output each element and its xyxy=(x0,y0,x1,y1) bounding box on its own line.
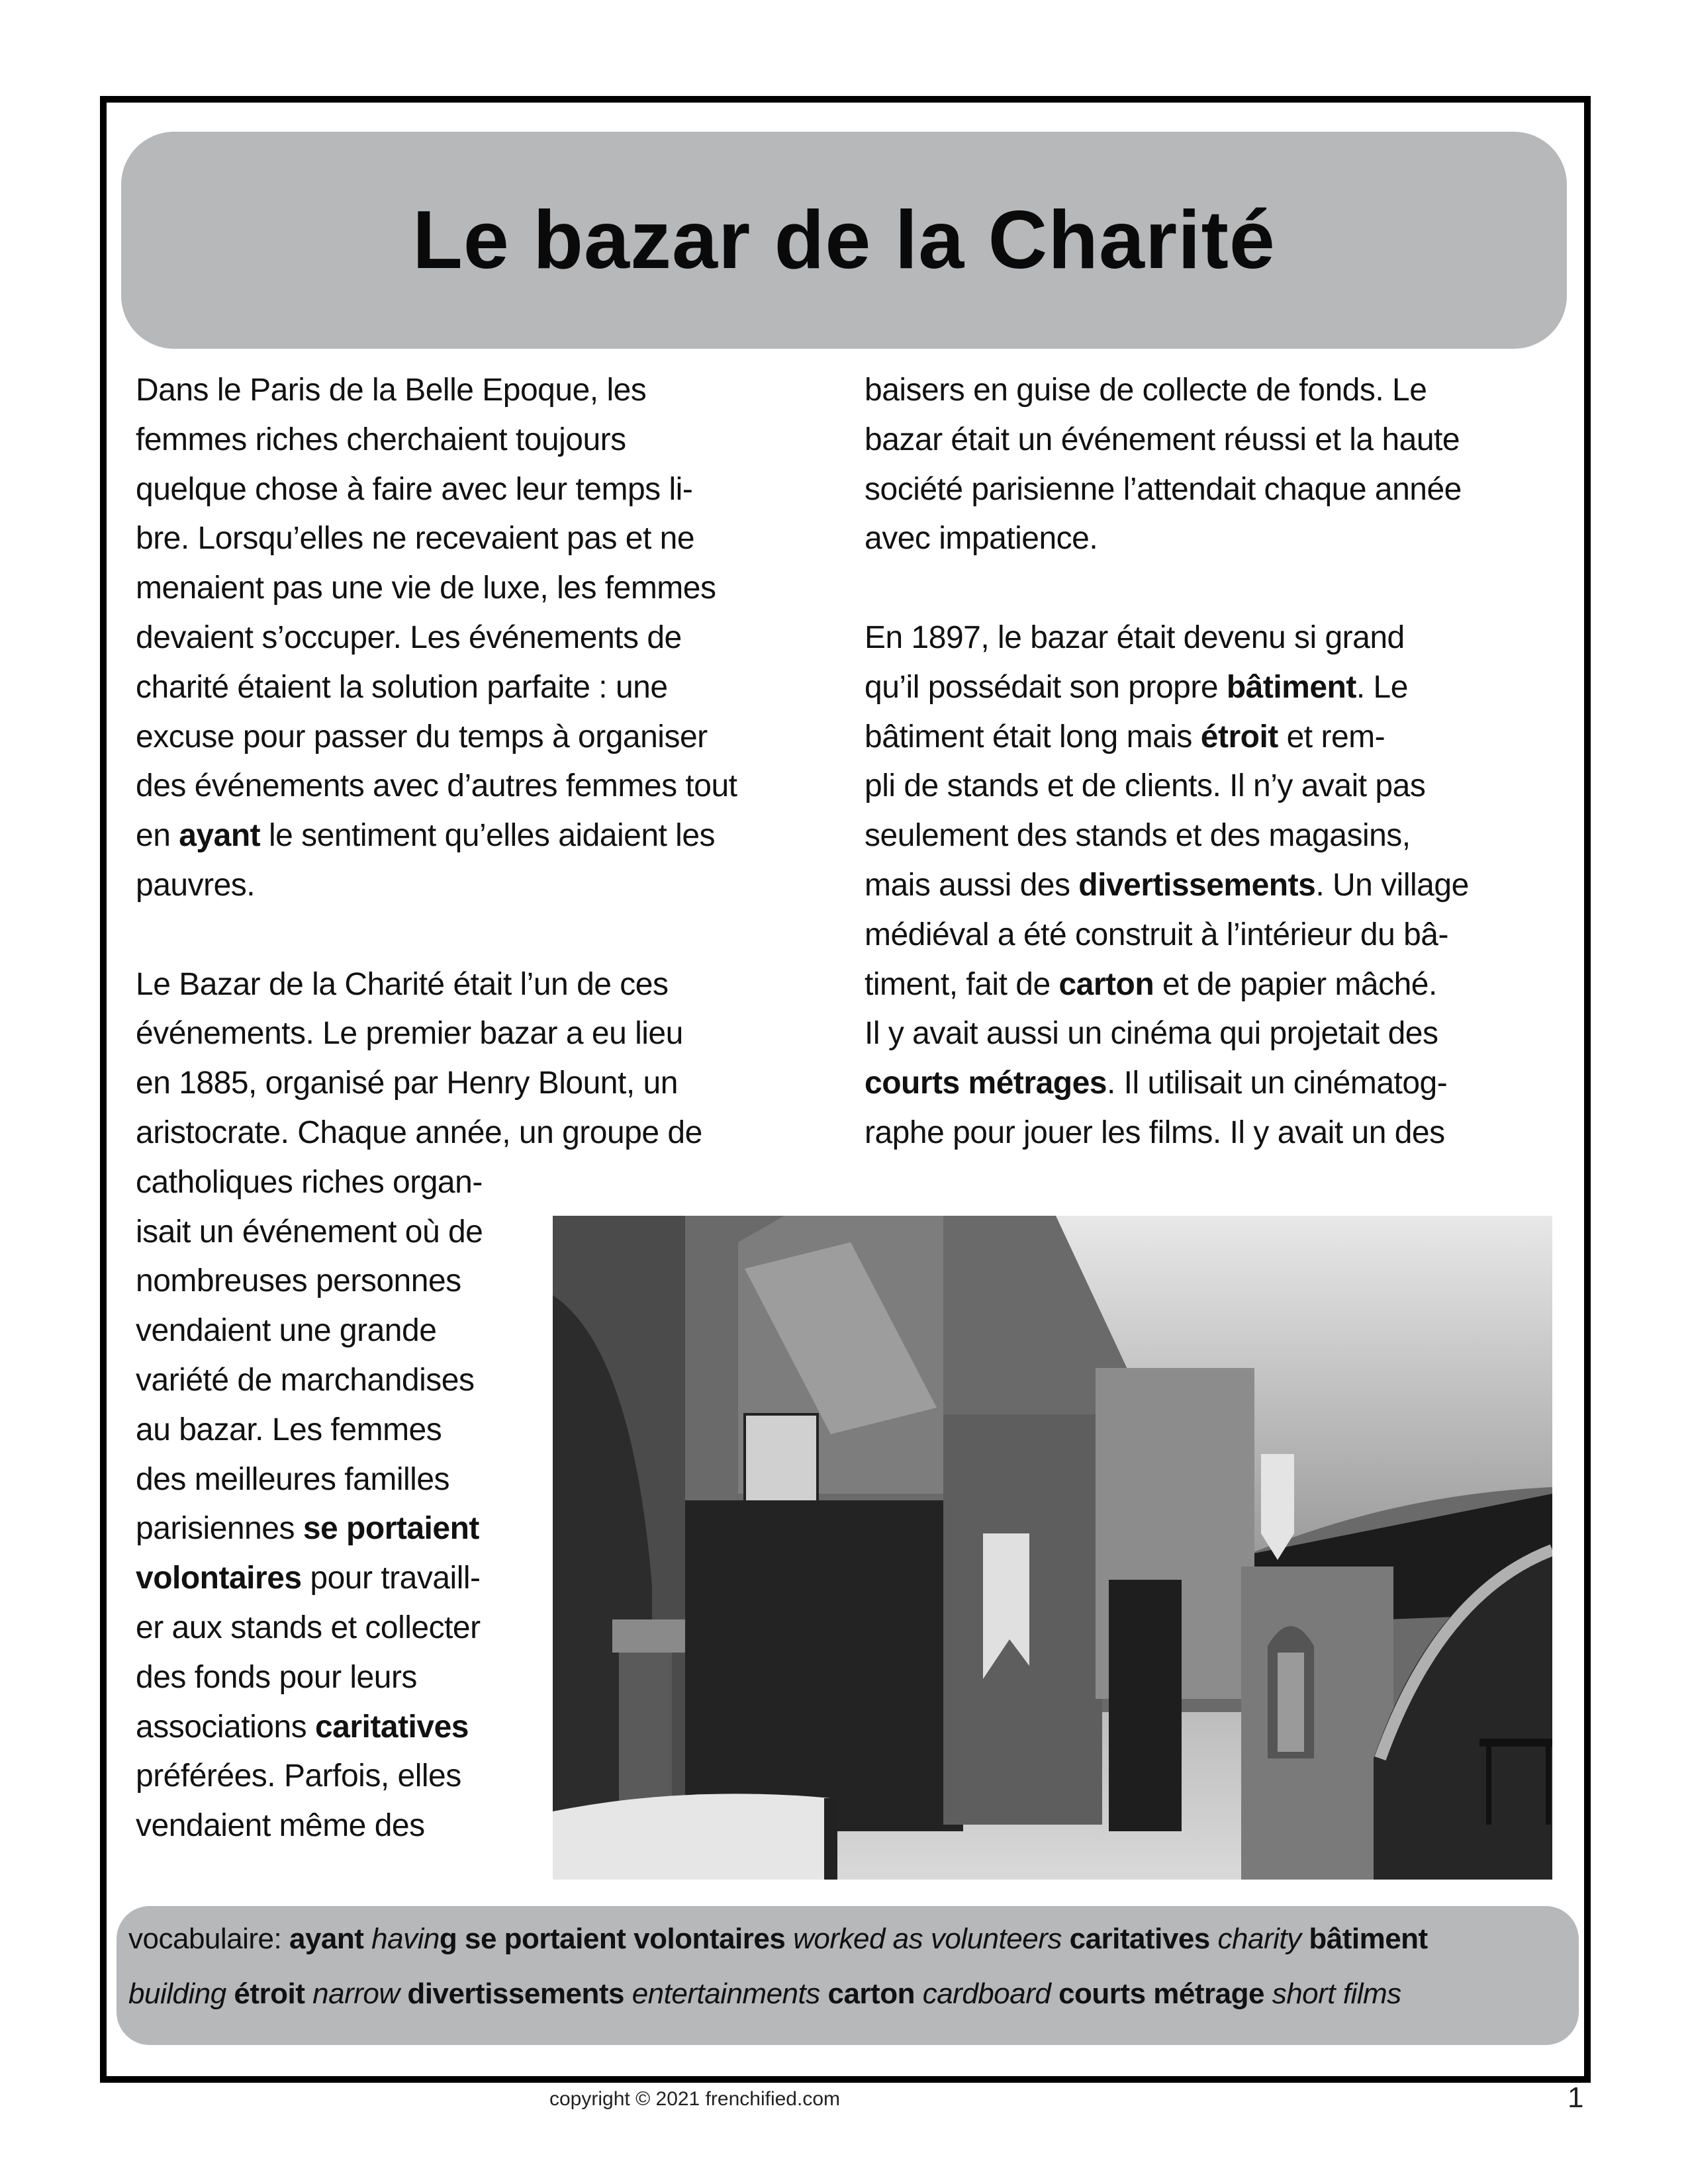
text-line xyxy=(136,860,255,910)
bold-term: étroit xyxy=(234,1978,305,2010)
bold-term: ayant xyxy=(289,1923,364,1955)
text-line xyxy=(136,1405,442,1455)
text-run: vocabulaire: xyxy=(128,1923,289,1955)
bold-term: carton xyxy=(827,1978,915,2010)
text-line xyxy=(136,1158,483,1207)
text-run xyxy=(226,1978,234,2010)
text-run: vendaient même des xyxy=(136,1808,425,1844)
text-line xyxy=(865,761,1425,811)
text-line xyxy=(865,662,1408,712)
text-line xyxy=(136,811,715,860)
text-run xyxy=(1264,1978,1272,2010)
bold-term: se portaient xyxy=(303,1511,479,1547)
text-run xyxy=(1062,1923,1070,1955)
text-run: . Le xyxy=(1356,669,1408,705)
text-run: associations xyxy=(136,1709,315,1745)
text-line xyxy=(865,415,1460,465)
text-run: en 1885, organisé par Henry Blount, un xyxy=(136,1066,678,1101)
text-line xyxy=(136,712,708,762)
text-run: aristocrate. Chaque année, un groupe de xyxy=(136,1115,702,1150)
bold-term: caritatives xyxy=(314,1709,469,1745)
text-line xyxy=(136,365,646,415)
translation: entertainments xyxy=(632,1978,820,2010)
text-run: . Un village xyxy=(1315,868,1469,903)
bold-term: divertissements xyxy=(407,1978,624,2010)
text-run: devaient s’occuper. Les événements de xyxy=(136,620,682,655)
text-run: nombreuses personnes xyxy=(136,1263,461,1299)
bold-term: caritatives xyxy=(1069,1923,1210,1955)
copyright-footer: copyright © 2021 frenchified.com xyxy=(549,2088,840,2110)
text-line xyxy=(136,465,692,514)
text-line xyxy=(865,811,1411,860)
text-run: baisers en guise de collecte de fonds. Le xyxy=(865,373,1427,408)
vocabulary-box xyxy=(117,1906,1579,2045)
text-run xyxy=(785,1923,793,1955)
text-run: seulement des stands et des magasins, xyxy=(865,818,1411,854)
text-line xyxy=(865,1058,1447,1108)
text-run xyxy=(1051,1978,1058,2010)
text-run: bazar était un événement réussi et la haute xyxy=(865,422,1460,457)
text-line xyxy=(136,563,716,613)
text-run xyxy=(915,1978,923,2010)
text-run: vendaient une grande xyxy=(136,1313,437,1349)
text-run: des fonds pour leurs xyxy=(136,1659,417,1695)
bold-term: bâtiment xyxy=(1309,1923,1428,1955)
text-run: pauvres. xyxy=(136,868,256,903)
text-line xyxy=(136,1256,461,1306)
bold-term: g xyxy=(439,1923,457,1955)
vocabulary-line-1 xyxy=(128,1923,1428,1956)
text-run: qu’il possédait son propre xyxy=(865,669,1227,705)
text-run: Le Bazar de la Charité était l’un de ces xyxy=(136,966,669,1002)
text-run: pour travaill- xyxy=(301,1561,481,1596)
bold-term: ayant xyxy=(179,818,261,854)
text-line xyxy=(136,415,626,465)
translation: short films xyxy=(1272,1978,1401,2010)
text-run xyxy=(400,1978,408,2010)
text-line xyxy=(136,1702,469,1752)
title-banner xyxy=(121,132,1567,349)
text-line xyxy=(136,1058,678,1108)
text-run xyxy=(363,1923,371,1955)
bold-term: courts métrages xyxy=(865,1066,1107,1101)
text-run: femmes riches cherchaient toujours xyxy=(136,422,626,457)
text-line xyxy=(865,960,1437,1009)
translation: narrow xyxy=(312,1978,400,2010)
text-run: des meilleures familles xyxy=(136,1461,450,1497)
vocabulary-line-2 xyxy=(128,1978,1401,2011)
text-run xyxy=(1210,1923,1218,1955)
translation: building xyxy=(128,1978,226,2010)
bold-term: se portaient volontaires xyxy=(464,1923,786,1955)
text-run xyxy=(624,1978,632,2010)
page-number: 1 xyxy=(1568,2081,1584,2114)
photo-illustration xyxy=(553,1216,1552,1880)
text-line xyxy=(865,365,1427,415)
text-run: bre. Lorsqu’elles ne recevaient pas et ne xyxy=(136,521,695,557)
text-line xyxy=(136,761,737,811)
bold-term: divertissements xyxy=(1078,868,1316,903)
page-title: Le bazar de la Charité xyxy=(412,195,1276,286)
text-run xyxy=(820,1978,828,2010)
text-run: bâtiment était long mais xyxy=(865,719,1201,754)
text-line xyxy=(136,960,668,1009)
bold-term: carton xyxy=(1058,966,1154,1002)
text-run: en xyxy=(136,818,179,854)
text-run: préférées. Parfois, elles xyxy=(136,1758,461,1794)
text-line xyxy=(865,910,1448,960)
text-line xyxy=(136,1603,481,1653)
translation: charity xyxy=(1217,1923,1301,1955)
bold-term: étroit xyxy=(1200,719,1278,754)
text-line xyxy=(136,1207,483,1257)
text-run: charité étaient la solution parfaite : une xyxy=(136,669,668,705)
text-line xyxy=(865,1108,1445,1158)
text-run: et rem- xyxy=(1278,719,1385,754)
text-run: pli de stands et de clients. Il n’y avait pas xyxy=(865,768,1426,804)
text-run: En 1897, le bazar était devenu si grand xyxy=(865,620,1405,655)
text-line xyxy=(136,1009,683,1058)
text-run xyxy=(1301,1923,1309,1955)
text-line xyxy=(136,1801,425,1850)
text-run: catholiques riches organ- xyxy=(136,1164,483,1200)
text-run: mais aussi des xyxy=(865,868,1079,903)
translation: worked as volunteers xyxy=(793,1923,1062,1955)
text-line xyxy=(136,514,694,563)
text-run: excuse pour passer du temps à organiser xyxy=(136,719,708,754)
text-line xyxy=(136,1504,479,1553)
text-line xyxy=(865,1009,1438,1058)
text-run xyxy=(457,1923,465,1955)
text-line xyxy=(136,1108,702,1158)
bold-term: volontaires xyxy=(136,1561,302,1596)
text-run: er aux stands et collecter xyxy=(136,1610,481,1645)
text-run: le sentiment qu’elles aidaient les xyxy=(260,818,716,854)
text-line xyxy=(865,712,1385,762)
text-run: isait un événement où de xyxy=(136,1214,483,1250)
text-line xyxy=(865,465,1462,514)
text-run: avec impatience. xyxy=(865,521,1098,557)
text-run: événements. Le premier bazar a eu lieu xyxy=(136,1016,683,1052)
text-run: des événements avec d’autres femmes tout xyxy=(136,768,737,804)
text-run: quelque chose à faire avec leur temps li- xyxy=(136,471,693,507)
text-line xyxy=(136,1553,481,1603)
translation: cardboard xyxy=(922,1978,1051,2010)
text-run: variété de marchandises xyxy=(136,1363,475,1398)
text-line xyxy=(136,1751,461,1801)
text-line xyxy=(136,1653,417,1702)
text-run: . Il utilisait un cinématog- xyxy=(1106,1066,1448,1101)
text-line xyxy=(865,514,1098,563)
text-line xyxy=(136,613,682,662)
text-run: et de papier mâché. xyxy=(1154,966,1437,1002)
bold-term: bâtiment xyxy=(1226,669,1356,705)
text-line xyxy=(136,1455,449,1504)
text-run: société parisienne l’attendait chaque année xyxy=(865,471,1462,507)
text-run: parisiennes xyxy=(136,1511,303,1547)
text-line xyxy=(136,662,668,712)
text-run xyxy=(305,1978,312,2010)
text-run: menaient pas une vie de luxe, les femmes xyxy=(136,570,716,606)
translation: havin xyxy=(371,1923,440,1955)
text-run: au bazar. Les femmes xyxy=(136,1412,442,1447)
text-run: timent, fait de xyxy=(865,966,1059,1002)
bold-term: courts métrage xyxy=(1058,1978,1264,2010)
text-line xyxy=(865,613,1405,662)
text-line xyxy=(865,860,1469,910)
text-run: Il y avait aussi un cinéma qui projetait des xyxy=(865,1016,1438,1052)
text-run: Dans le Paris de la Belle Epoque, les xyxy=(136,373,647,408)
text-run: médiéval a été construit à l’intérieur du bâ- xyxy=(865,917,1448,952)
bazar-interior-photo xyxy=(553,1216,1552,1880)
text-run: raphe pour jouer les films. Il y avait un des xyxy=(865,1115,1445,1150)
text-line xyxy=(136,1306,436,1355)
text-line xyxy=(136,1355,474,1405)
